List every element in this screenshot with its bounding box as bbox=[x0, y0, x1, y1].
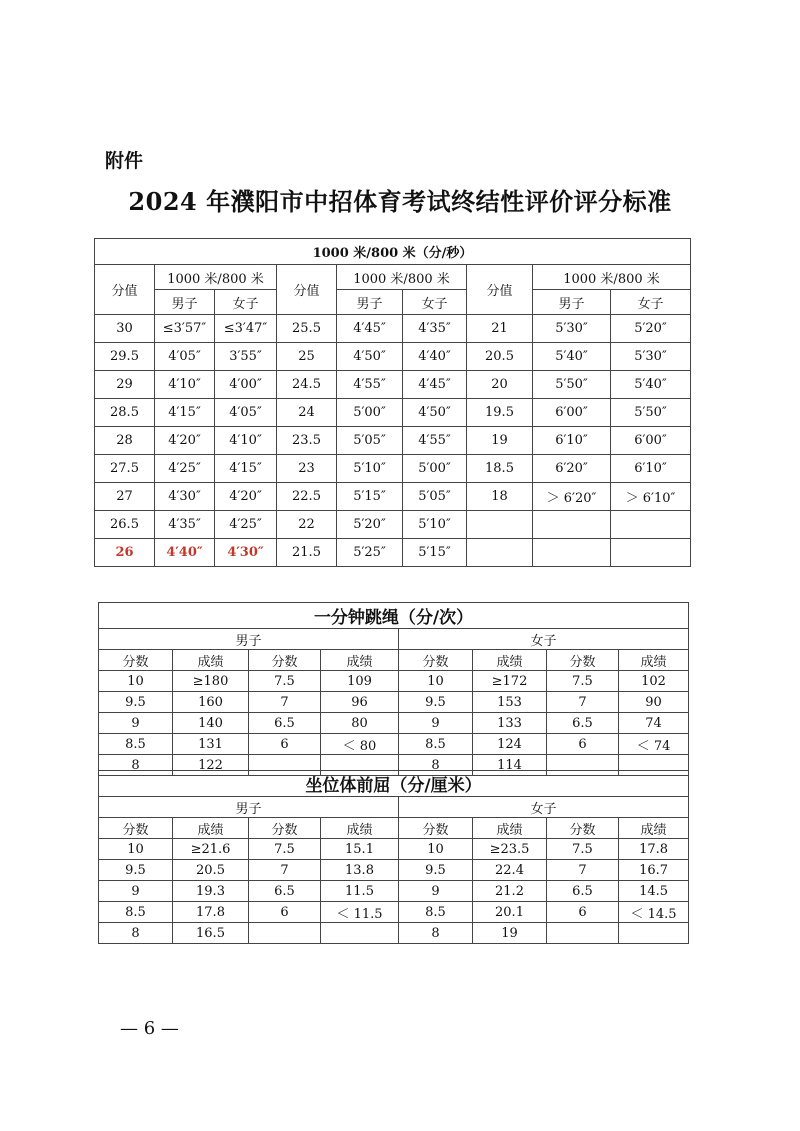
score-cell: 7 bbox=[249, 860, 321, 881]
male-result-cell: 4′20″ bbox=[155, 427, 215, 455]
column-header-row bbox=[99, 650, 689, 671]
male-result-cell: 5′30″ bbox=[533, 315, 611, 343]
score-cell: 6.5 bbox=[547, 713, 619, 734]
female-result-cell: 5′50″ bbox=[611, 399, 691, 427]
run-score-table bbox=[94, 238, 691, 567]
page-title: 2024 年濮阳市中招体育考试终结性评价评分标准 bbox=[128, 187, 672, 216]
result-cell: 90 bbox=[619, 692, 689, 713]
score-cell: 8.5 bbox=[99, 902, 173, 923]
result-header: 成绩 bbox=[619, 818, 689, 839]
female-result-cell: 5′00″ bbox=[403, 455, 467, 483]
female-result-cell: 5′30″ bbox=[611, 343, 691, 371]
male-header: 男子 bbox=[99, 629, 399, 650]
attachment-label: 附件 bbox=[105, 150, 144, 172]
result-cell: 160 bbox=[173, 692, 249, 713]
rope-table-heading: 一分钟跳绳（分/次） bbox=[99, 603, 689, 629]
score-cell: 9.5 bbox=[399, 692, 473, 713]
table-row bbox=[99, 902, 689, 923]
score-cell: 7 bbox=[547, 692, 619, 713]
score-header: 分数 bbox=[99, 818, 173, 839]
score-cell: 8 bbox=[399, 923, 473, 944]
result-cell: ≥21.6 bbox=[173, 839, 249, 860]
male-result-cell: 4′10″ bbox=[155, 371, 215, 399]
score-cell: 26 bbox=[95, 539, 155, 567]
table-row bbox=[95, 315, 691, 343]
score-cell: 6.5 bbox=[249, 713, 321, 734]
score-cell: 25 bbox=[277, 343, 337, 371]
event-header: 1000 米/800 米 bbox=[533, 265, 691, 290]
male-result-cell: 4′05″ bbox=[155, 343, 215, 371]
score-cell: 8.5 bbox=[399, 902, 473, 923]
result-cell: 153 bbox=[473, 692, 547, 713]
result-cell: 17.8 bbox=[173, 902, 249, 923]
table-row bbox=[95, 539, 691, 567]
female-result-cell: 4′40″ bbox=[403, 343, 467, 371]
score-cell: 10 bbox=[99, 671, 173, 692]
table-row bbox=[95, 427, 691, 455]
male-result-cell: 6′20″ bbox=[533, 455, 611, 483]
result-cell: 20.1 bbox=[473, 902, 547, 923]
result-cell: ≥23.5 bbox=[473, 839, 547, 860]
female-result-cell: 6′00″ bbox=[611, 427, 691, 455]
score-cell: 28 bbox=[95, 427, 155, 455]
score-cell: 22 bbox=[277, 511, 337, 539]
score-cell: 25.5 bbox=[277, 315, 337, 343]
female-result-cell: 4′20″ bbox=[215, 483, 277, 511]
score-cell: 7.5 bbox=[249, 839, 321, 860]
result-header: 成绩 bbox=[473, 818, 547, 839]
score-cell: 6 bbox=[547, 902, 619, 923]
score-cell: 23.5 bbox=[277, 427, 337, 455]
score-cell: 7.5 bbox=[249, 671, 321, 692]
score-cell: 7.5 bbox=[547, 671, 619, 692]
male-result-cell: 5′00″ bbox=[337, 399, 403, 427]
result-cell: ＜ 11.5 bbox=[321, 902, 399, 923]
score-header: 分数 bbox=[547, 650, 619, 671]
male-result-cell: ≤3′57″ bbox=[155, 315, 215, 343]
score-cell: 21.5 bbox=[277, 539, 337, 567]
score-header: 分数 bbox=[399, 650, 473, 671]
score-cell: 9 bbox=[99, 881, 173, 902]
male-header: 男子 bbox=[533, 290, 611, 315]
score-cell: 24.5 bbox=[277, 371, 337, 399]
score-cell: 27.5 bbox=[95, 455, 155, 483]
male-result-cell: 5′25″ bbox=[337, 539, 403, 567]
score-cell: 7.5 bbox=[547, 839, 619, 860]
result-header: 成绩 bbox=[173, 650, 249, 671]
result-cell: 13.8 bbox=[321, 860, 399, 881]
result-cell: 15.1 bbox=[321, 839, 399, 860]
male-result-cell: 5′10″ bbox=[337, 455, 403, 483]
score-cell: 9.5 bbox=[99, 860, 173, 881]
male-header: 男子 bbox=[99, 797, 399, 818]
score-cell: 9.5 bbox=[99, 692, 173, 713]
female-result-cell: 5′40″ bbox=[611, 371, 691, 399]
male-result-cell: 6′10″ bbox=[533, 427, 611, 455]
result-cell: 140 bbox=[173, 713, 249, 734]
run-table-heading: 1000 米/800 米（分/秒） bbox=[95, 239, 691, 265]
score-cell bbox=[249, 923, 321, 944]
male-result-cell: 4′40″ bbox=[155, 539, 215, 567]
score-cell: 6 bbox=[249, 902, 321, 923]
score-cell: 10 bbox=[399, 671, 473, 692]
table-row bbox=[95, 399, 691, 427]
result-cell: ＜ 14.5 bbox=[619, 902, 689, 923]
score-cell: 19 bbox=[467, 427, 533, 455]
score-cell: 6.5 bbox=[547, 881, 619, 902]
female-header: 女子 bbox=[399, 629, 689, 650]
male-header: 男子 bbox=[337, 290, 403, 315]
score-cell: 9 bbox=[399, 881, 473, 902]
male-header: 男子 bbox=[155, 290, 215, 315]
female-result-cell: 4′50″ bbox=[403, 399, 467, 427]
score-cell: 6.5 bbox=[249, 881, 321, 902]
female-header: 女子 bbox=[611, 290, 691, 315]
score-cell: 18 bbox=[467, 483, 533, 511]
column-header-row bbox=[99, 818, 689, 839]
score-cell: 8.5 bbox=[399, 734, 473, 755]
female-result-cell: 5′10″ bbox=[403, 511, 467, 539]
score-cell: 9.5 bbox=[399, 860, 473, 881]
score-cell: 7 bbox=[249, 692, 321, 713]
male-result-cell: 5′50″ bbox=[533, 371, 611, 399]
result-header: 成绩 bbox=[321, 650, 399, 671]
female-result-cell: 5′20″ bbox=[611, 315, 691, 343]
male-result-cell: 4′15″ bbox=[155, 399, 215, 427]
female-result-cell: 4′25″ bbox=[215, 511, 277, 539]
score-header: 分数 bbox=[249, 818, 321, 839]
score-cell: 8.5 bbox=[99, 734, 173, 755]
female-header: 女子 bbox=[403, 290, 467, 315]
score-cell: 23 bbox=[277, 455, 337, 483]
male-result-cell: 4′45″ bbox=[337, 315, 403, 343]
male-result-cell: 5′05″ bbox=[337, 427, 403, 455]
score-cell: 24 bbox=[277, 399, 337, 427]
male-result-cell: 5′40″ bbox=[533, 343, 611, 371]
score-cell: 29.5 bbox=[95, 343, 155, 371]
table-row bbox=[99, 734, 689, 755]
table-row bbox=[95, 483, 691, 511]
score-cell: 28.5 bbox=[95, 399, 155, 427]
score-cell: 9 bbox=[399, 713, 473, 734]
score-header: 分值 bbox=[277, 265, 337, 315]
score-cell: 18.5 bbox=[467, 455, 533, 483]
score-cell: 8 bbox=[99, 755, 173, 776]
male-result-cell: 4′25″ bbox=[155, 455, 215, 483]
male-result-cell: ＞ 6′20″ bbox=[533, 483, 611, 511]
result-cell: 19 bbox=[473, 923, 547, 944]
result-cell: ≥172 bbox=[473, 671, 547, 692]
male-result-cell: 4′55″ bbox=[337, 371, 403, 399]
female-result-cell bbox=[611, 511, 691, 539]
sit-table-heading: 坐位体前屈（分/厘米） bbox=[99, 771, 689, 797]
score-cell: 6 bbox=[547, 734, 619, 755]
female-result-cell: 4′15″ bbox=[215, 455, 277, 483]
score-header: 分数 bbox=[249, 650, 321, 671]
table-row bbox=[99, 692, 689, 713]
score-header: 分数 bbox=[99, 650, 173, 671]
male-result-cell: 4′35″ bbox=[155, 511, 215, 539]
table-row bbox=[99, 923, 689, 944]
female-result-cell: 4′55″ bbox=[403, 427, 467, 455]
score-cell: 7 bbox=[547, 860, 619, 881]
result-cell: 14.5 bbox=[619, 881, 689, 902]
score-cell bbox=[467, 511, 533, 539]
female-result-cell: 4′30″ bbox=[215, 539, 277, 567]
score-cell: 9 bbox=[99, 713, 173, 734]
event-header: 1000 米/800 米 bbox=[337, 265, 467, 290]
score-header: 分数 bbox=[399, 818, 473, 839]
table-row bbox=[95, 455, 691, 483]
female-result-cell: 5′15″ bbox=[403, 539, 467, 567]
male-result-cell: 6′00″ bbox=[533, 399, 611, 427]
female-result-cell: 4′00″ bbox=[215, 371, 277, 399]
score-cell: 10 bbox=[399, 839, 473, 860]
result-cell: 19.3 bbox=[173, 881, 249, 902]
score-cell bbox=[467, 539, 533, 567]
page-number: — 6 — bbox=[120, 1018, 179, 1039]
female-result-cell bbox=[611, 539, 691, 567]
score-cell: 29 bbox=[95, 371, 155, 399]
sit-reach-score-table bbox=[98, 770, 689, 944]
score-cell: 6 bbox=[249, 734, 321, 755]
result-cell: ＜ 80 bbox=[321, 734, 399, 755]
female-result-cell: 4′35″ bbox=[403, 315, 467, 343]
score-cell: 10 bbox=[99, 839, 173, 860]
score-header: 分数 bbox=[547, 818, 619, 839]
result-cell bbox=[321, 923, 399, 944]
result-header: 成绩 bbox=[173, 818, 249, 839]
result-cell: 122 bbox=[173, 755, 249, 776]
female-result-cell: 6′10″ bbox=[611, 455, 691, 483]
result-header: 成绩 bbox=[619, 650, 689, 671]
table-row bbox=[95, 343, 691, 371]
table-row bbox=[99, 671, 689, 692]
result-cell: ≥180 bbox=[173, 671, 249, 692]
result-cell: 131 bbox=[173, 734, 249, 755]
result-header: 成绩 bbox=[321, 818, 399, 839]
table-row bbox=[95, 511, 691, 539]
table-row bbox=[99, 881, 689, 902]
result-cell: 96 bbox=[321, 692, 399, 713]
score-cell: 30 bbox=[95, 315, 155, 343]
table-row bbox=[99, 713, 689, 734]
female-result-cell: ≤3′47″ bbox=[215, 315, 277, 343]
female-header: 女子 bbox=[215, 290, 277, 315]
male-result-cell: 5′15″ bbox=[337, 483, 403, 511]
result-cell: 109 bbox=[321, 671, 399, 692]
score-cell: 20.5 bbox=[467, 343, 533, 371]
table-row bbox=[95, 371, 691, 399]
table-row bbox=[99, 860, 689, 881]
female-result-cell: 4′10″ bbox=[215, 427, 277, 455]
score-cell: 22.5 bbox=[277, 483, 337, 511]
event-header: 1000 米/800 米 bbox=[155, 265, 277, 290]
score-header: 分值 bbox=[95, 265, 155, 315]
result-cell: 16.5 bbox=[173, 923, 249, 944]
male-result-cell: 5′20″ bbox=[337, 511, 403, 539]
female-result-cell: ＞ 6′10″ bbox=[611, 483, 691, 511]
result-cell bbox=[619, 923, 689, 944]
result-cell: 74 bbox=[619, 713, 689, 734]
result-cell: 21.2 bbox=[473, 881, 547, 902]
result-cell: 16.7 bbox=[619, 860, 689, 881]
result-cell: 20.5 bbox=[173, 860, 249, 881]
female-header: 女子 bbox=[399, 797, 689, 818]
male-result-cell: 4′30″ bbox=[155, 483, 215, 511]
score-cell: 21 bbox=[467, 315, 533, 343]
result-cell: 124 bbox=[473, 734, 547, 755]
score-header: 分值 bbox=[467, 265, 533, 315]
result-cell: 133 bbox=[473, 713, 547, 734]
result-cell: 114 bbox=[473, 755, 547, 776]
score-cell: 20 bbox=[467, 371, 533, 399]
score-cell: 27 bbox=[95, 483, 155, 511]
result-cell: 102 bbox=[619, 671, 689, 692]
score-cell: 19.5 bbox=[467, 399, 533, 427]
female-result-cell: 4′05″ bbox=[215, 399, 277, 427]
male-result-cell bbox=[533, 511, 611, 539]
male-result-cell bbox=[533, 539, 611, 567]
female-result-cell: 5′05″ bbox=[403, 483, 467, 511]
result-cell: 17.8 bbox=[619, 839, 689, 860]
female-result-cell: 3′55″ bbox=[215, 343, 277, 371]
result-cell: 11.5 bbox=[321, 881, 399, 902]
score-cell bbox=[547, 923, 619, 944]
result-cell: 22.4 bbox=[473, 860, 547, 881]
score-cell: 26.5 bbox=[95, 511, 155, 539]
score-cell: 8 bbox=[99, 923, 173, 944]
table-row bbox=[99, 839, 689, 860]
result-cell: ＜ 74 bbox=[619, 734, 689, 755]
result-cell: 80 bbox=[321, 713, 399, 734]
score-cell: 8 bbox=[399, 755, 473, 776]
male-result-cell: 4′50″ bbox=[337, 343, 403, 371]
female-result-cell: 4′45″ bbox=[403, 371, 467, 399]
rope-score-table bbox=[98, 602, 689, 776]
result-header: 成绩 bbox=[473, 650, 547, 671]
